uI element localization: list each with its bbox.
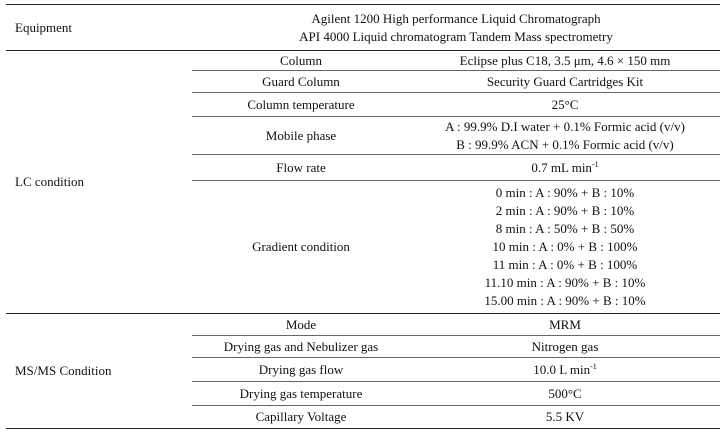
conditions-table: [6, 4, 720, 429]
gradient-step: 0 min : A : 90% + B : 10%: [495, 185, 635, 200]
gradient-step: 8 min : A : 50% + B : 50%: [495, 221, 635, 236]
equipment-value: [192, 5, 720, 51]
mobile-phase-line: A : 99.9% D.I water + 0.1% Formic acid (v/v): [445, 118, 685, 134]
ms-condition-label: MS/MS Condition: [6, 314, 192, 429]
param-label: Capillary Voltage: [255, 409, 347, 424]
param-value: 500°C: [410, 382, 720, 406]
param-value: [410, 358, 720, 382]
param-label: Column: [192, 51, 410, 71]
param-label: Drying gas and Nebulizer gas: [192, 336, 410, 358]
param-value: Eclipse plus C18, 3.5 μm, 4.6 × 150 mm: [410, 51, 720, 71]
param-label: Flow rate: [192, 155, 410, 181]
param-value: 25°C: [410, 93, 720, 117]
gradient-step: 11 min : A : 0% + B : 100%: [492, 257, 638, 272]
param-value: 5.5 KV: [545, 409, 585, 424]
param-value: MRM: [410, 314, 720, 336]
lc-condition-label: LC condition: [15, 174, 84, 189]
param-label: Guard Column: [192, 71, 410, 93]
gradient-step: 2 min : A : 90% + B : 10%: [495, 203, 635, 218]
flow-rate-value: 0.7 mL min: [531, 159, 592, 175]
equipment-line: Agilent 1200 High performance Liquid Chromatograph: [311, 10, 601, 26]
gradient-step: 10 min : A : 0% + B : 100%: [492, 239, 638, 254]
equipment-row: [6, 5, 720, 51]
param-label: Mobile phase: [192, 117, 410, 155]
gradient-step: 15.00 min : A : 90% + B : 10%: [484, 293, 646, 308]
param-label: Column temperature: [192, 93, 410, 117]
param-label: Drying gas flow: [192, 358, 410, 382]
gradient-step: 11.10 min : A : 90% + B : 10%: [484, 275, 646, 290]
param-value: [410, 117, 720, 155]
mobile-phase-line: B : 99.9% ACN + 0.1% Formic acid (v/v): [456, 136, 674, 152]
param-value: [410, 181, 720, 314]
ms-row-mode: [6, 314, 720, 336]
param-label: Gradient condition: [252, 239, 350, 254]
param-value: [410, 155, 720, 181]
equipment-label: Equipment: [15, 19, 73, 35]
flow-rate-exponent: -1: [591, 159, 599, 169]
gas-flow-exponent: -1: [590, 361, 597, 371]
param-value: Nitrogen gas: [410, 336, 720, 358]
param-label: Mode: [192, 314, 410, 336]
equipment-line: API 4000 Liquid chromatogram Tandem Mass spectrometry: [299, 28, 613, 44]
gas-flow-value: 10.0 L min: [533, 361, 591, 377]
lc-row-column: [6, 51, 720, 71]
param-label: Drying gas temperature: [192, 382, 410, 406]
param-value: Security Guard Cartridges Kit: [410, 71, 720, 93]
